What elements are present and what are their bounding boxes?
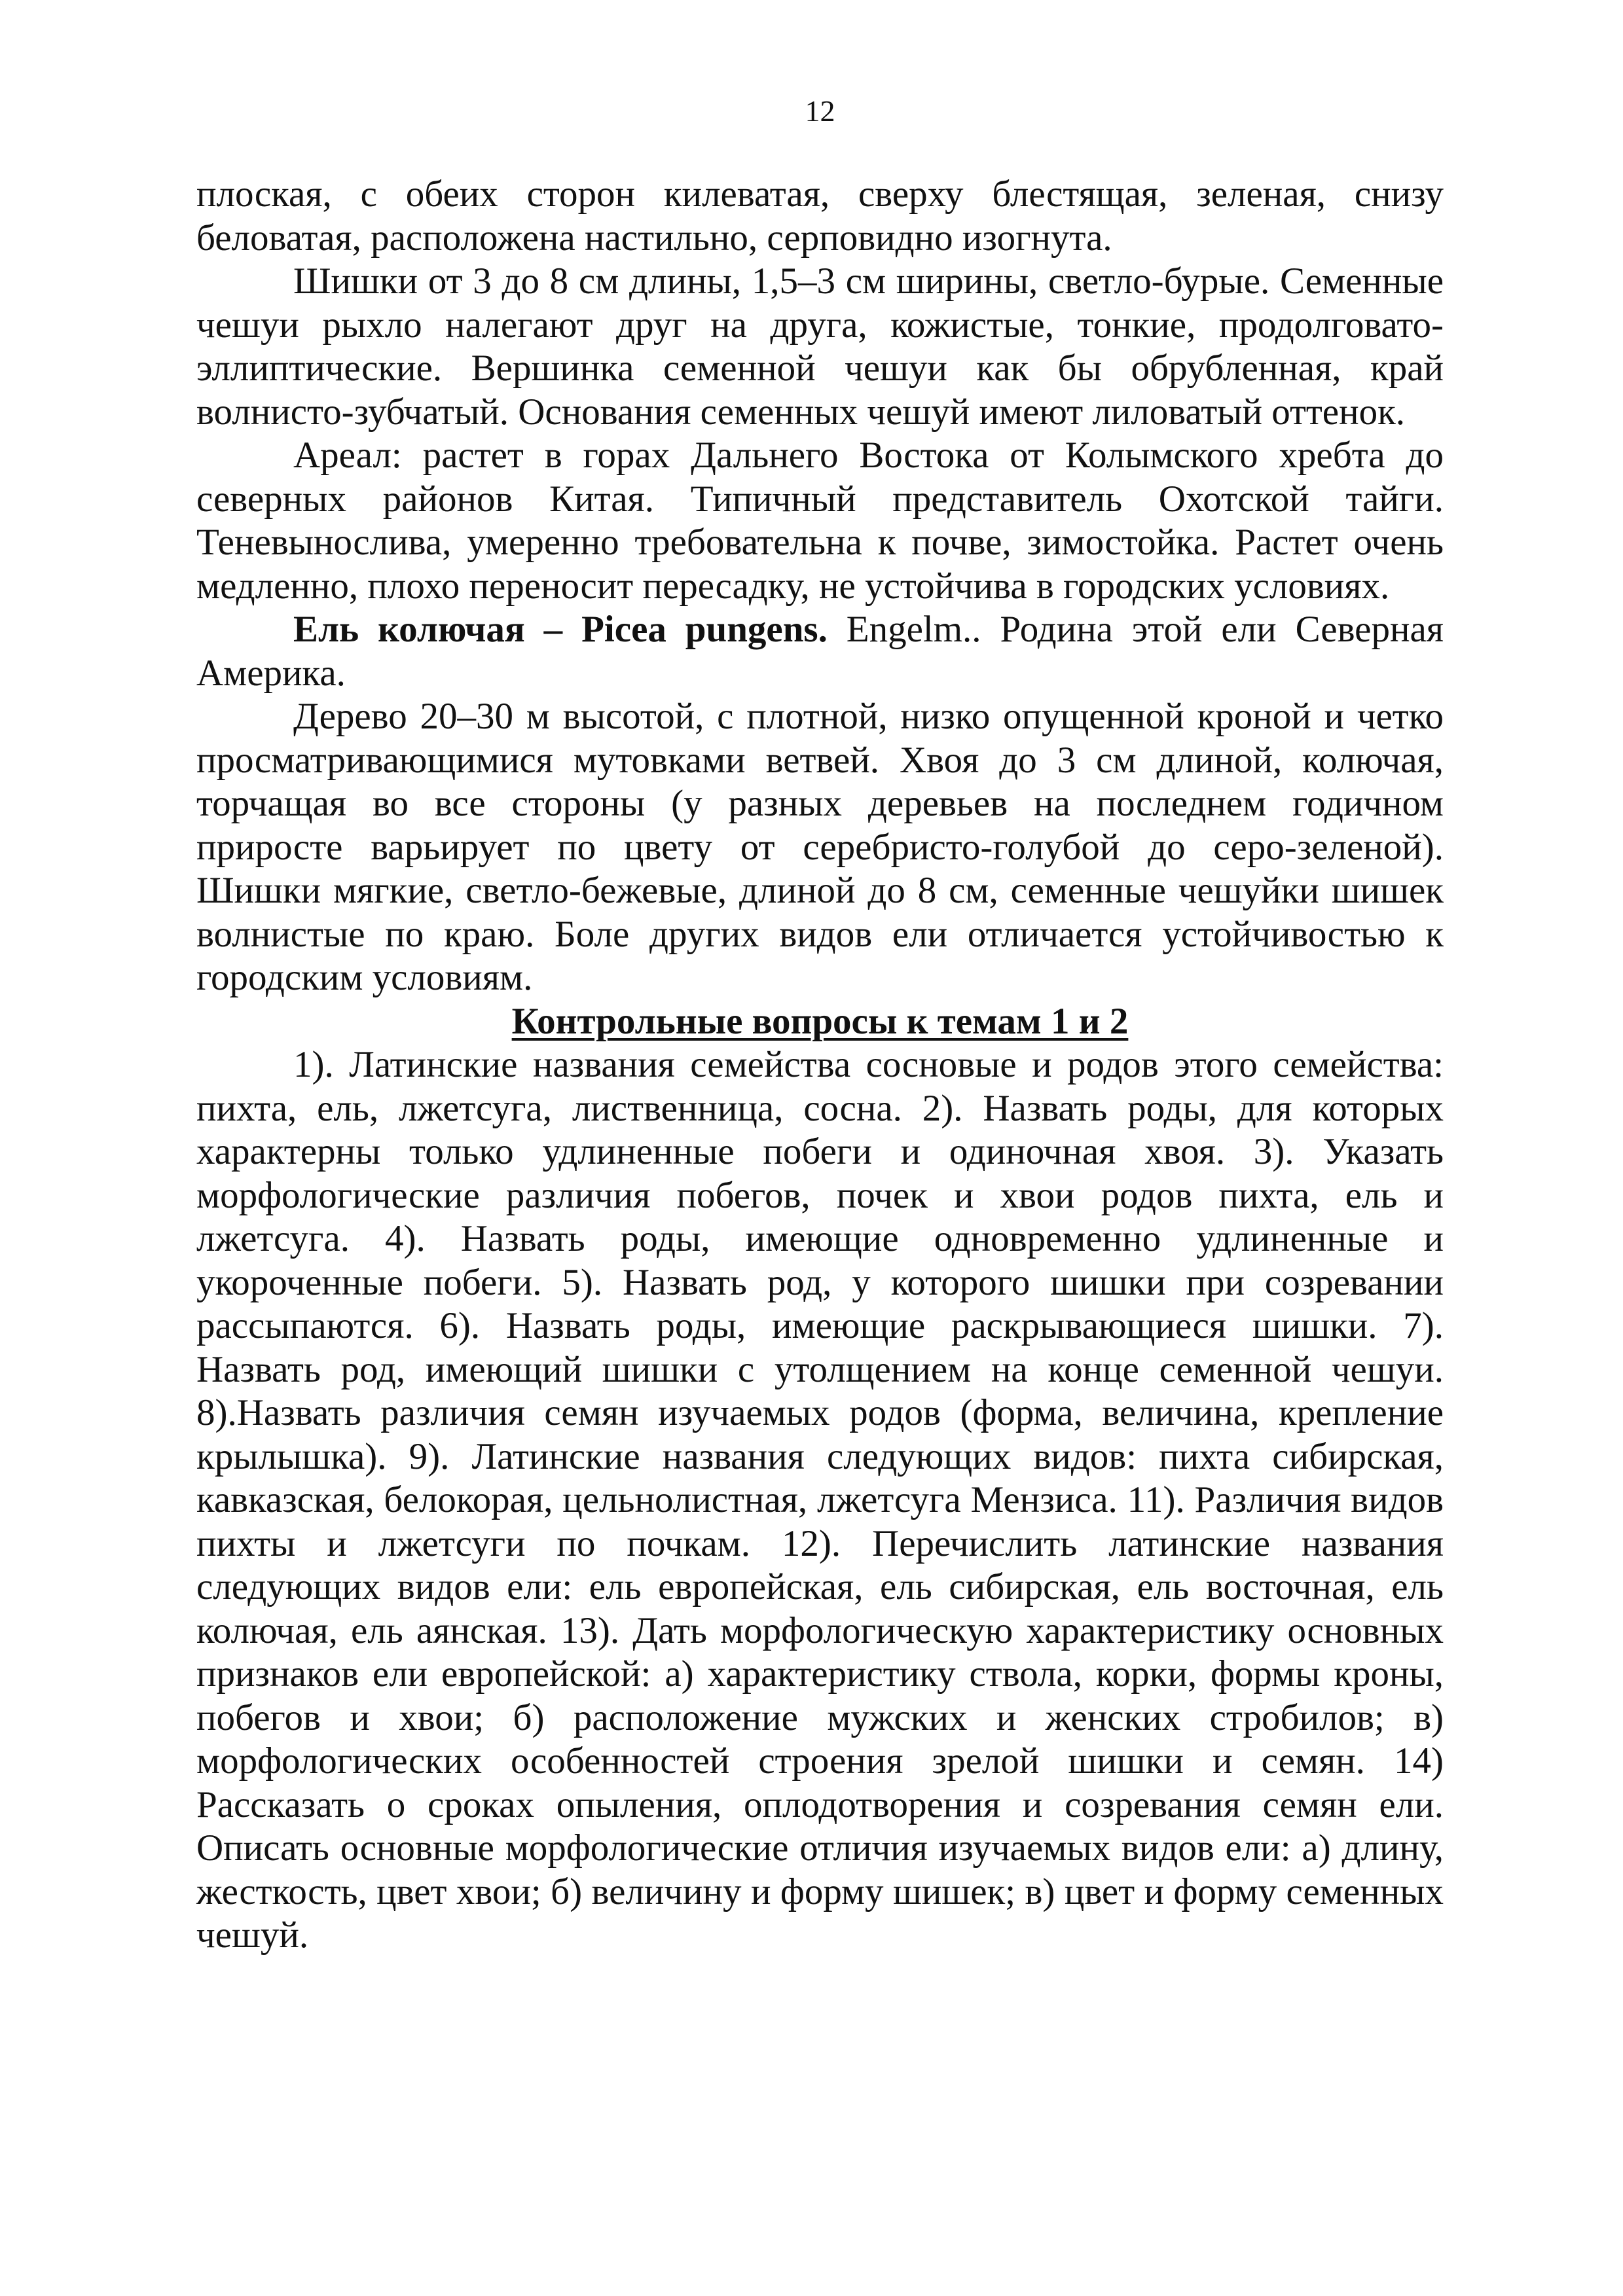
paragraph-species-title xyxy=(196,608,1444,695)
species-name: Ель колючая – Picea pungens. xyxy=(293,609,828,650)
paragraph-range-description: Ареал: растет в горах Дальнего Востока от Колымского хребта до северных районов Китая. Типичный представитель Охотской тайги. Теневынослива, умеренно требовательна к почве, зимостойка. Растет очень медленно, плохо переносит пересадку, не устойчива в городских условиях. xyxy=(196,435,1444,607)
paragraph-needle-description: плоская, с обеих сторон килеватая, сверху блестящая, зеленая, снизу беловатая, расположена настильно, серповидно изогнута. xyxy=(196,173,1444,259)
section-heading: Контрольные вопросы к темам 1 и 2 xyxy=(511,1000,1129,1042)
paragraph-cones-description: Шишки от 3 до 8 см длины, 1,5–3 см ширины, светло-бурые. Семенные чешуи рыхло налегают друг на друга, кожистые, тонкие, продолговато-эллиптические. Вершинка семенной чешуи как бы обрубленная, край волнисто-зубчатый. Основания семенных чешуй имеют лиловатый оттенок. xyxy=(196,260,1444,433)
species-origin: Engelm.. Родина этой ели Северная Америка. xyxy=(196,609,1444,694)
paragraph-control-questions: 1). Латинские названия семейства сосновые и родов этого семейства: пихта, ель, лжетсуга, лиственница, сосна. 2). Назвать роды, для которых характерны только удлиненные побеги и одиночная хвоя. 3). Указать морфологические различия побегов, почек и хвои родов пихта, ель и лжетсуга. 4). Назвать роды, имеющие одновременно удлиненные и укороченные побеги. 5). Назвать род, у которого шишки при созревании рассыпаются. 6). Назвать роды, имеющие раскрывающиеся шишки. 7). Назвать род, имеющий шишки с утолщением на конце семенной чешуи. 8).Назвать различия семян изучаемых родов (форма, величина, крепление крылышка). 9). Латинские названия следующих видов: пихта сибирская, кавказская, белокорая, цельнолистная, лжетсуга Мензиса. 11). Различия видов пихты и лжетсуги по почкам. 12). Перечислить латинские названия следующих видов ели: ель европейская, ель сибирская, ель восточная, ель колючая, ель аянская. 13). Дать морфологическую характеристику основных признаков ели европейской: а) характеристику ствола, корки, формы кроны, побегов и хвои; б) расположение мужских и женских стробилов; в) морфологических особенностей строения зрелой шишки и семян. 14) Рассказать о сроках опыления, оплодотворения и созревания семян ели. Описать основные морфологические отличия изучаемых видов ели: а) длину, жесткость, цвет хвои; б) величину и форму шишек; в) цвет и форму семенных чешуй. xyxy=(196,1044,1444,1956)
page-number: 12 xyxy=(805,94,835,128)
paragraph-tree-description: Дерево 20–30 м высотой, с плотной, низко опущенной кроной и четко просматривающимися мутовками ветвей. Хвоя до 3 см длиной, колючая, торчащая во все стороны (у разных деревьев на последнем годичном приросте варьирует по цвету от серебристо-голубой до серо-зеленой). Шишки мягкие, светло-бежевые, длиной до 8 см, семенные чешуйки шишек волнистые по краю. Боле других видов ели отличается устойчивостью к городским условиям. xyxy=(196,696,1444,998)
document-page xyxy=(196,92,1444,1958)
